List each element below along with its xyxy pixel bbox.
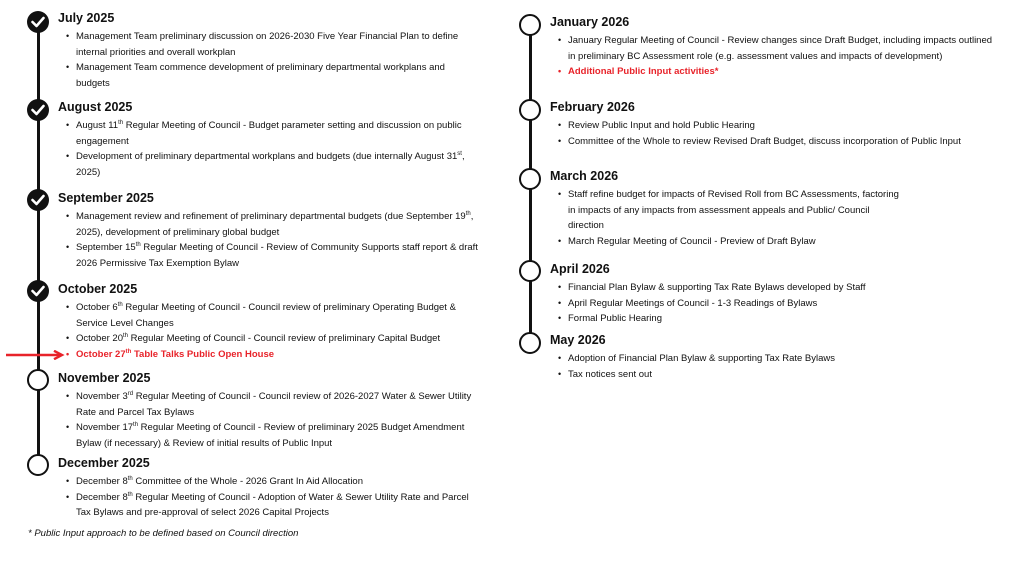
milestone-item: • Staff refine budget for impacts of Revised Roll from BC Assessments, factoring in impacts of any impacts from assessment appeals and Public/ Council direction [568, 187, 900, 234]
milestone-list [550, 33, 998, 80]
timeline-section [550, 261, 998, 327]
timeline-section [550, 14, 998, 80]
milestone-complete-icon [27, 189, 49, 211]
timeline-section [58, 455, 478, 521]
month-heading: July 2025 [58, 11, 115, 25]
milestone-item: • April Regular Meetings of Council - 1-3 Readings of Bylaws [568, 296, 998, 312]
milestone-list [550, 187, 900, 249]
milestone-item: • December 8th Regular Meeting of Council - Adoption of Water & Sewer Utility Rate and Parcel Tax Bylaws and pre-approval of select 2026 Capital Projects [76, 490, 478, 521]
milestone-complete-icon [27, 280, 49, 302]
milestone-item: • October 6th Regular Meeting of Council - Council review of preliminary Operating Budget & Service Level Changes [76, 300, 478, 331]
left-timeline [0, 0, 510, 576]
month-heading: March 2026 [550, 169, 619, 183]
month-heading: November 2025 [58, 371, 151, 385]
milestone-pending-icon [27, 369, 49, 391]
milestone-item: • November 17th Regular Meeting of Council - Review of preliminary 2025 Budget Amendment Bylaw (if necessary) & Review of initial results of Public Input [76, 420, 478, 451]
milestone-item: • Development of preliminary departmental workplans and budgets (due internally August 31st, 2025) [76, 149, 478, 180]
timeline-section [58, 99, 478, 180]
month-heading: December 2025 [58, 456, 150, 470]
milestone-item: • Tax notices sent out [568, 367, 998, 383]
month-heading: April 2026 [550, 262, 610, 276]
milestone-pending-icon [27, 454, 49, 476]
right-timeline [510, 0, 1024, 576]
milestone-item: • Financial Plan Bylaw & supporting Tax Rate Bylaws developed by Staff [568, 280, 998, 296]
milestone-item: • Review Public Input and hold Public Hearing [568, 118, 998, 134]
milestone-list [58, 389, 478, 451]
timeline-section [58, 190, 478, 271]
milestone-item: • Formal Public Hearing [568, 311, 998, 327]
milestone-item: • Management Team commence development of preliminary departmental workplans and budgets [76, 60, 478, 91]
month-heading: August 2025 [58, 100, 133, 114]
milestone-item: • March Regular Meeting of Council - Preview of Draft Bylaw [568, 234, 900, 250]
timeline-line-left [37, 22, 40, 464]
timeline-section [58, 281, 478, 362]
milestone-list [58, 209, 478, 271]
milestone-item: • Adoption of Financial Plan Bylaw & supporting Tax Rate Bylaws [568, 351, 998, 367]
month-heading: January 2026 [550, 15, 630, 29]
timeline-section [550, 332, 998, 382]
milestone-list [550, 118, 998, 149]
milestone-list [58, 29, 478, 91]
milestone-list [58, 300, 478, 362]
milestone-pending-icon [519, 168, 541, 190]
milestone-item: • December 8th Committee of the Whole - 2026 Grant In Aid Allocation [76, 474, 478, 490]
milestone-pending-icon [519, 14, 541, 36]
milestone-list [58, 474, 478, 521]
milestone-item: • October 20th Regular Meeting of Council - Council review of preliminary Capital Budget [76, 331, 478, 347]
milestone-item: • Additional Public Input activities* [568, 64, 998, 80]
milestone-item: • Management review and refinement of preliminary departmental budgets (due September 19th, 2025), development of preliminary global budget [76, 209, 478, 240]
timeline-section [550, 99, 998, 149]
timeline-section [550, 168, 900, 249]
month-heading: May 2026 [550, 333, 606, 347]
milestone-item: • Committee of the Whole to review Revised Draft Budget, discuss incorporation of Public Input [568, 134, 998, 150]
milestone-pending-icon [519, 260, 541, 282]
month-heading: October 2025 [58, 282, 138, 296]
milestone-pending-icon [519, 332, 541, 354]
current-position-arrow-icon [6, 350, 66, 360]
milestone-complete-icon [27, 99, 49, 121]
milestone-complete-icon [27, 11, 49, 33]
milestone-item: • January Regular Meeting of Council - Review changes since Draft Budget, including impacts outlined in preliminary BC Assessment role (e.g. assessment values and impacts of development) [568, 33, 998, 64]
milestone-list [550, 351, 998, 382]
milestone-list [550, 280, 998, 327]
month-heading: February 2026 [550, 100, 635, 114]
milestone-pending-icon [519, 99, 541, 121]
milestone-item: • November 3rd Regular Meeting of Council - Council review of 2026-2027 Water & Sewer Utility Rate and Parcel Tax Bylaws [76, 389, 478, 420]
month-heading: September 2025 [58, 191, 154, 205]
milestone-list [58, 118, 478, 180]
milestone-item: • August 11th Regular Meeting of Council - Budget parameter setting and discussion on public engagement [76, 118, 478, 149]
footnote: * Public Input approach to be defined based on Council direction [28, 528, 299, 539]
milestone-item: • October 27th Table Talks Public Open House [76, 347, 478, 363]
timeline-section [58, 370, 478, 451]
milestone-item: • Management Team preliminary discussion on 2026-2030 Five Year Financial Plan to define internal priorities and overall workplan [76, 29, 478, 60]
timeline-section [58, 10, 478, 91]
milestone-item: • September 15th Regular Meeting of Council - Review of Community Supports staff report & draft 2026 Permissive Tax Exemption Bylaw [76, 240, 478, 271]
